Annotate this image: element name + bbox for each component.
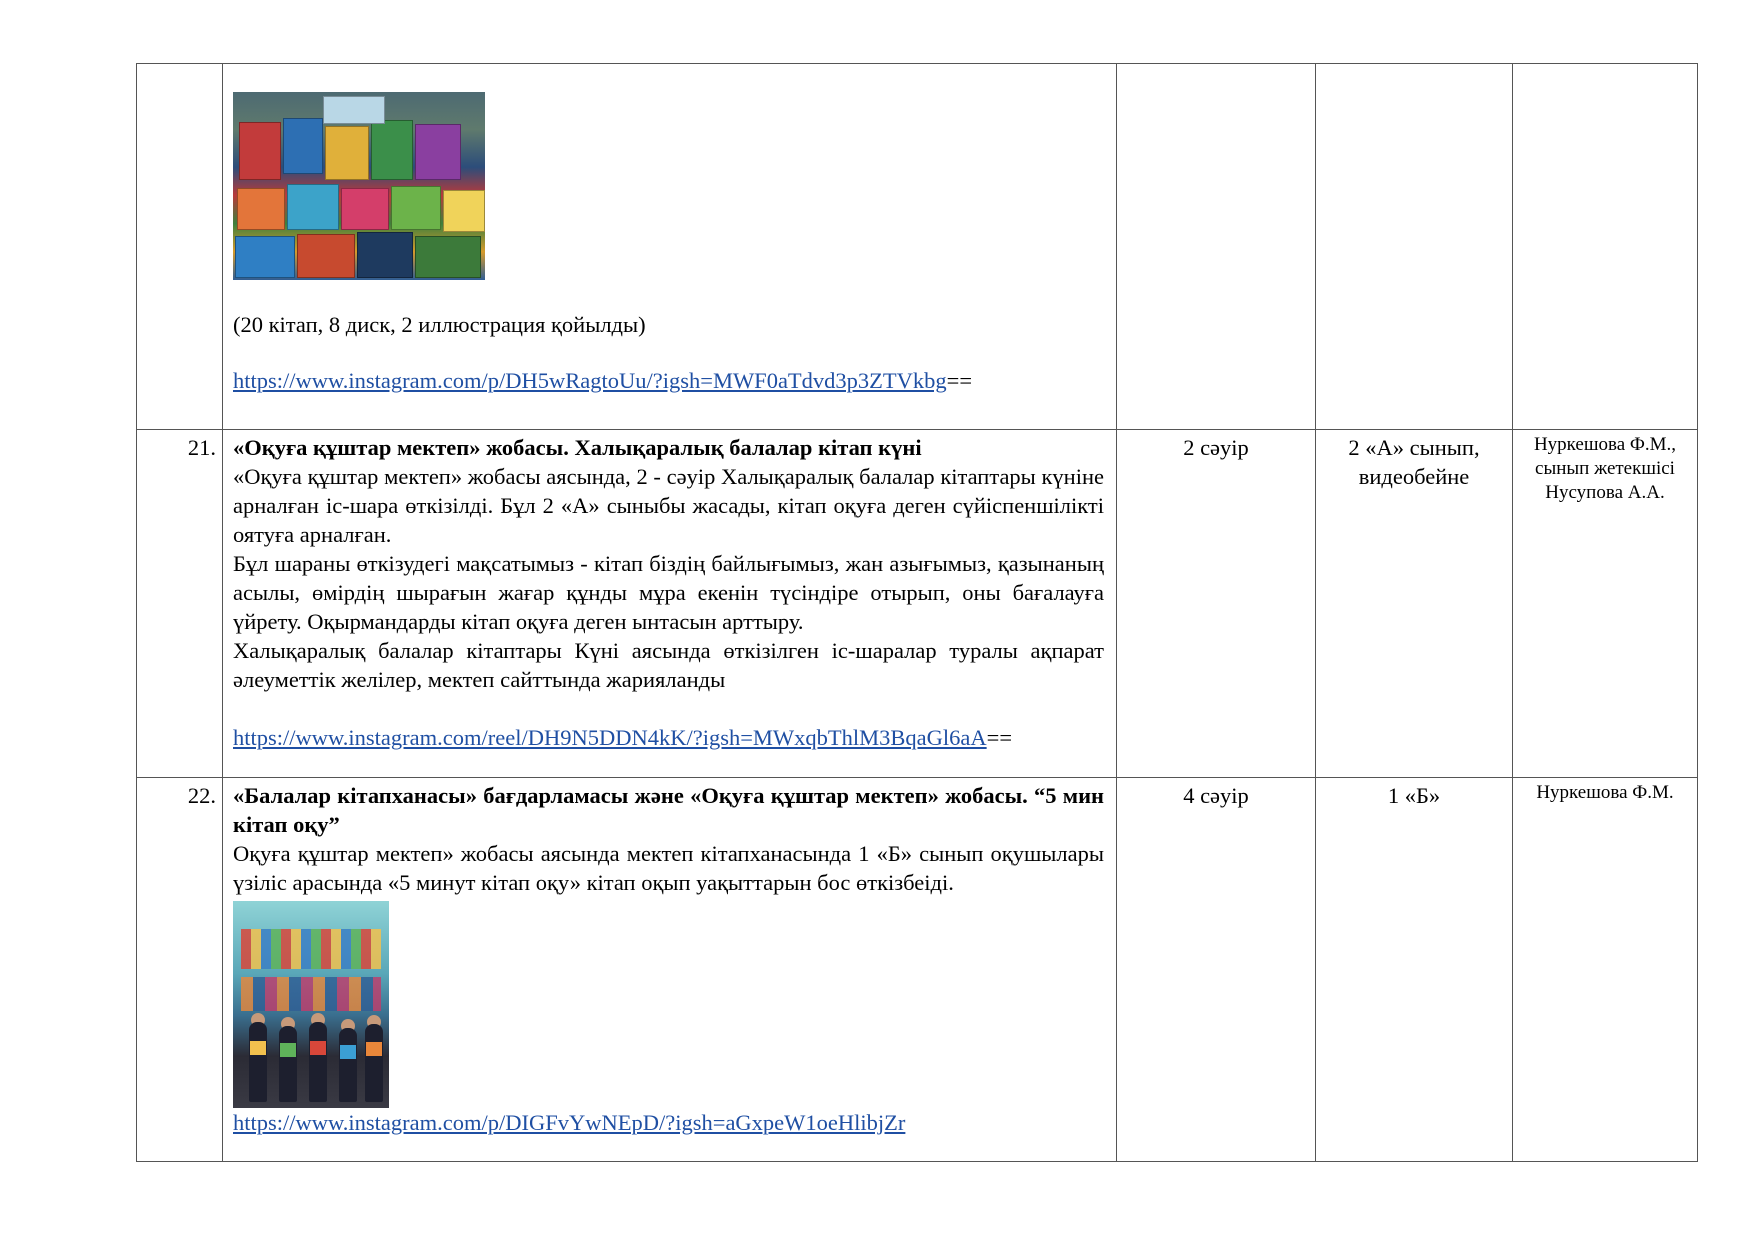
instagram-link[interactable]: https://www.instagram.com/p/DIGFvYwNEpD/?igsh=aGxpeW1oeHlibjZr [233,1110,906,1135]
students-reading-photo [233,901,389,1108]
event-title: «Оқуға құштар мектеп» жобасы. Халықаралық балалар кітап күні [233,435,922,460]
responsible-line-2: сынып жетекшісі [1535,458,1675,479]
row-responsible [1513,430,1698,778]
row-number: 22. [137,778,223,1162]
books-exhibition-photo [233,92,485,280]
row-content [223,64,1117,430]
row-content [223,430,1117,778]
row-responsible: Нуркешова Ф.М. [1513,778,1698,1162]
instagram-link-row [233,1108,1104,1137]
row-date: 4 сәуір [1117,778,1316,1162]
row-participants [1316,430,1513,778]
instagram-link-row [233,366,1104,395]
table-row-21 [137,430,1698,778]
event-title: «Балалар кітапханасы» бағдарламасы және «Оқуға құштар мектеп» жобасы. “5 мин кітап оқу” [233,783,1104,837]
event-paragraph-1: Оқуға құштар мектеп» жобасы аясында мектеп кітапханасында 1 «Б» сынып оқушылары үзіліс арасында «5 минут кітап оқу» кітап оқып уақыттарын бос өткізбеіді. [233,841,1104,895]
row-participants [1316,64,1513,430]
event-paragraph-1: «Оқуға құштар мектеп» жобасы аясында, 2 - сәуір Халықаралық балалар кітаптары күніне арналған іс-шара өткізілді. Бұл 2 «А» сыныбы жасады, кітап оқуға деген сүйіспеншілікті оятуға арналған. [233,464,1104,547]
instagram-link-row [233,723,1104,752]
table-row-22 [137,778,1698,1162]
link-suffix: == [946,368,973,393]
row-date: 2 сәуір [1117,430,1316,778]
responsible-line-1: Нуркешова Ф.М., [1533,434,1677,455]
row-date [1117,64,1316,430]
events-table [136,63,1698,1162]
event-paragraph-2: Бұл шараны өткізудегі мақсатымыз - кітап біздің байлығымыз, жан азығымыз, қазынаның асылы, өмірдің шырағын жағар құнды мұра екенін түсіндіре отырып, оны бағалауға үйрету. Оқырмандарды кітап оқуға деген ынтасын арттыру. [233,551,1104,634]
participants-line-2: видеобейне [1358,464,1470,489]
responsible-line-3: Нусупова А.А. [1545,482,1665,503]
row-number [137,64,223,430]
participants-line-1: 2 «А» сынып, [1348,435,1480,460]
row-responsible [1513,64,1698,430]
exhibition-caption: (20 кітап, 8 диск, 2 иллюстрация қойылды) [233,312,646,337]
table-row-continuation [137,64,1698,430]
row-number: 21. [137,430,223,778]
row-content [223,778,1117,1162]
instagram-link[interactable]: https://www.instagram.com/p/DH5wRagtoUu/?igsh=MWF0aTdvd3p3ZTVkbg [233,368,947,393]
row-participants: 1 «Б» [1316,778,1513,1162]
event-paragraph-3: Халықаралық балалар кітаптары Күні аясында өткізілген іс-шаралар туралы ақпарат әлеуметтік желілер, мектеп сайттында жарияланды [233,638,1104,692]
link-suffix: == [986,725,1013,750]
instagram-link[interactable]: https://www.instagram.com/reel/DH9N5DDN4kK/?igsh=MWxqbThlM3BqaGl6aA [233,725,987,750]
